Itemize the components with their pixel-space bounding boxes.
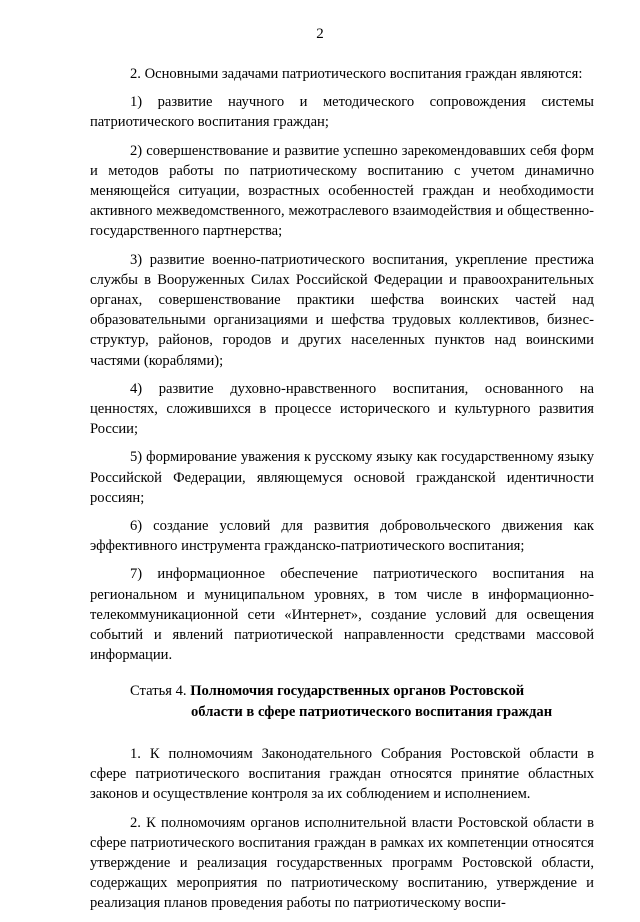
paragraph-tasks-intro: 2. Основными задачами патриотического воспитания граждан являются: xyxy=(130,66,583,82)
paragraph-task-2: 2) совершенствование и развитие успешно зарекомендовавших себя форм и методов работы по патриотическому воспитанию с учетом динамично меняющейся ситуации, возрастных особенностей граждан и необходимости активного межведомственного, межотраслевого взаимодействия и общественно-государственного партнерства; xyxy=(90,142,594,240)
paragraph-powers-2: 2. К полномочиям органов исполнительной власти Ростовской области в сфере патриотического воспитания граждан в рамках их компетенции относятся утверждение и реализация государственных программ Ростовской области, содержащих мероприятия по патриотическому воспитанию, утверждение и реализация планов проведения работы по патриотическому воспи- xyxy=(90,814,594,912)
paragraph-task-6: 6) создание условий для развития добровольческого движения как эффективного инструмента гражданско-патриотического воспитания; xyxy=(90,518,594,555)
article-label: Статья 4. xyxy=(130,683,191,700)
paragraph-task-3: 3) развитие военно-патриотического воспитания, укрепление престижа службы в Вооруженных Силах Российской Федерации и правоохранительных органах, совершенствование практики шефства воинских частей над образовательными организациями и шефства трудовых коллективов, бизнес-структур, районов, городов и других населенных пунктов над воинскими частями (кораблями); xyxy=(90,251,594,369)
article-title-line2: области в сфере патриотического воспитания граждан xyxy=(191,703,553,720)
article-title-line1: Полномочия государственных органов Ростовской xyxy=(190,683,525,700)
paragraph-task-1: 1) развитие научного и методического сопровождения системы патриотического воспитания граждан; xyxy=(90,94,594,131)
paragraph-task-5: 5) формирование уважения к русскому языку как государственному языку Российской Федерации, являющемуся основой гражданской идентичности россиян; xyxy=(90,449,594,506)
article-heading xyxy=(90,681,594,721)
paragraph-task-4: 4) развитие духовно-нравственного воспитания, основанного на ценностях, сложившихся в процессе исторического и культурного развития России; xyxy=(90,380,594,438)
paragraph-powers-1: 1. К полномочиям Законодательного Собрания Ростовской области в сфере патриотического воспитания граждан относятся принятие областных законов и осуществление контроля за их соблюдением и исполнением. xyxy=(90,745,594,803)
document-body xyxy=(90,64,594,922)
paragraph-task-7: 7) информационное обеспечение патриотического воспитания на региональном и муниципальном уровнях, в том числе в информационно-телекоммуникационной сети «Интернет», создание условий для освещения событий и явлений патриотической направленности средствами массовой информации. xyxy=(90,566,594,664)
page-number: 2 xyxy=(316,26,324,42)
